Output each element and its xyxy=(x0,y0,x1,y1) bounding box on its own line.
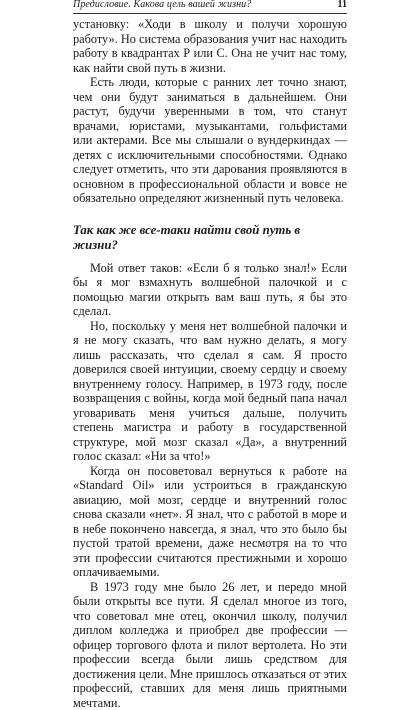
section-heading: Так как же все-таки найти свой путь в жизни? xyxy=(73,223,347,253)
paragraph: Когда он посоветовал вернуться к работе на «Standard Oil» или устроиться в гражданскую авиацию, мой мозг, сердце и внутренний голос снова сказали «нет». Я знал, что с работой в море и в небе покончено навсегда, я знал, что это было бы пустой тратой времени, даже несмотря на то что эти профессии считаются престижными и хорошо оплачиваемыми. xyxy=(73,464,347,580)
paragraph-continued: установку: «Ходи в школу и получи хорошую работу». Но система образования учит нас находить работу в квадрантах Р или С. Она не учит нас тому, как найти свой путь в жизни. xyxy=(73,17,347,75)
running-header-title: Предисловие. Какова цель вашей жизни? xyxy=(73,0,251,10)
paragraph: Есть люди, которые с ранних лет точно знают, чем они будут заниматься в дальнейшем. Они растут, будучи уверенными в том, что станут врачами, юристами, музыкантами, гольфистами или актерами. Все мы слышали о вундеркиндах — детях с исключительными способностями. Однако следует отметить, что эти дарования проявляются в основном в профессиональной области и вовсе не обязательно определяют жизненный путь человека. xyxy=(73,75,347,206)
paragraph: Но, поскольку у меня нет волшебной палочки и я не могу сказать, что вам нужно делать, я могу лишь рассказать, что сделал я сам. Я просто доверился своей интуиции, своему сердцу и своему внутреннему голосу. Например, в 1973 году, после возвращения с войны, когда мой бедный папа начал уговаривать меня учиться дальше, получить степень магистра и работу в государственной структуре, мой мозг сказал «Да», а внутренний голос сказал: «Ни за что!» xyxy=(73,319,347,464)
paragraph: В 1973 году мне было 26 лет, и передо мной были открыты все пути. Я сделал многое из того, что советовал мне отец, окончил школу, получил диплом колледжа и приобрел две профессии — офицер торгового флота и пилот вертолета. Но эти профессии всегда были лишь средством для достижения цели. Мне пришлось отказаться от этих профессий, ставших для меня лишь приятными мечтами. xyxy=(73,580,347,710)
page-number: 11 xyxy=(338,0,347,10)
running-header xyxy=(73,0,347,14)
paragraph: Мой ответ таков: «Если б я только знал!» Если бы я мог взмахнуть волшебной палочкой и с помощью магии открыть вам ваш путь, я бы это сделал. xyxy=(73,261,347,319)
